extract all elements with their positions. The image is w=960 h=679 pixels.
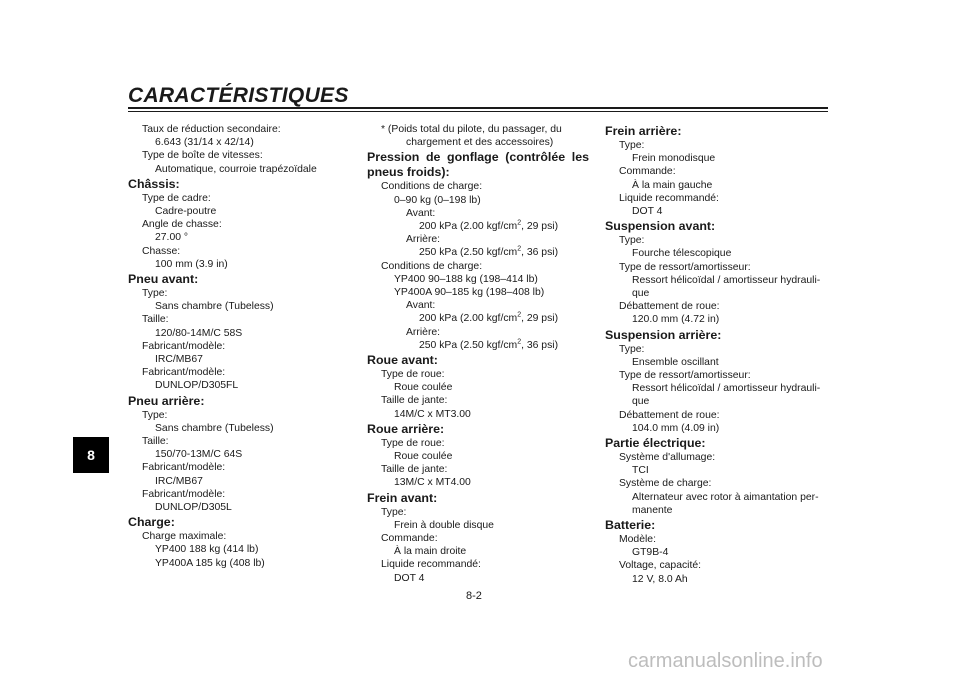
spec-line: IRC/MB67	[155, 354, 203, 366]
spec-line: Type:	[142, 409, 168, 421]
spec-line: 150/70-13M/C 64S	[155, 449, 243, 461]
section-heading: Pneu arrière:	[128, 393, 205, 408]
spec-line: Frein monodisque	[632, 153, 716, 165]
spec-line: Alternateur avec rotor à aimantation per-	[632, 491, 819, 503]
spec-line: 250 kPa (2.50 kgf/$cm^2$, 36 psi)	[419, 245, 559, 259]
spec-line: Débattement de roue:	[619, 301, 720, 313]
spec-line: Cadre-poutre	[155, 206, 217, 218]
spec-line: Taille:	[142, 436, 169, 448]
spec-line: À la main droite	[394, 546, 467, 558]
spec-line: Fabricant/modèle:	[142, 367, 226, 379]
spec-line: Type de ressort/amortisseur:	[619, 370, 751, 382]
spec-line: Type:	[619, 235, 645, 247]
section-heading: Roue arrière:	[367, 421, 445, 436]
spec-line: Type:	[619, 140, 645, 151]
spec-line: Taille de jante:	[381, 395, 448, 407]
spec-line: Modèle:	[619, 534, 656, 546]
spec-line: Sans chambre (Tubeless)	[155, 422, 274, 434]
spec-line: YP400A 185 kg (408 lb)	[155, 557, 265, 569]
spec-line: Ressort hélicoïdal / amortisseur hydrauli-	[632, 274, 821, 286]
spec-line: Conditions de charge:	[381, 260, 483, 272]
section-heading: Pneu avant:	[128, 272, 199, 287]
spec-line: Chasse:	[142, 245, 181, 257]
spec-line: Liquide recommandé:	[381, 559, 481, 571]
spec-line: Angle de chasse:	[142, 219, 222, 231]
spec-line: Taille de jante:	[381, 464, 448, 476]
spec-line: Ensemble oscillant	[632, 356, 719, 368]
spec-line: Liquide recommandé:	[619, 192, 719, 204]
spec-line: Fabricant/modèle:	[142, 462, 226, 474]
spec-column-left	[128, 123, 343, 570]
spec-line: Arrière:	[406, 234, 441, 246]
spec-line: DOT 4	[632, 206, 663, 218]
section-heading: Suspension arrière:	[605, 327, 722, 342]
section-heading: Frein avant:	[367, 490, 438, 505]
spec-line: Commande:	[381, 533, 438, 545]
section-heading: Châssis:	[128, 176, 180, 191]
page-number: 8-2	[466, 590, 482, 602]
spec-line: Type:	[619, 343, 645, 355]
spec-line: que	[632, 396, 650, 408]
spec-line: 250 kPa (2.50 kgf/$cm^2$, 36 psi)	[419, 338, 559, 351]
spec-line: YP400 90–188 kg (198–414 lb)	[394, 273, 538, 285]
spec-line: Arrière:	[406, 326, 441, 338]
spec-line: 120.0 mm (4.72 in)	[632, 314, 720, 326]
spec-line: Type de boîte de vitesses:	[142, 150, 263, 162]
spec-line: Type de roue:	[381, 437, 445, 449]
spec-line: Système d'allumage:	[619, 452, 716, 464]
spec-line: Fabricant/modèle:	[142, 488, 226, 500]
spec-line: YP400A 90–185 kg (198–408 lb)	[394, 287, 545, 299]
spec-line: 12 V, 8.0 Ah	[632, 573, 688, 585]
spec-line: DOT 4	[394, 572, 425, 584]
spec-line: Type de cadre:	[142, 192, 211, 204]
spec-line: Type de roue:	[381, 369, 445, 381]
title-rule	[128, 107, 828, 109]
spec-line: Fourche télescopique	[632, 248, 732, 260]
spec-line: Avant:	[406, 300, 436, 312]
spec-line: Voltage, capacité:	[619, 560, 702, 572]
section-heading: Suspension avant:	[605, 219, 716, 234]
spec-line: 120/80-14M/C 58S	[155, 327, 243, 339]
section-heading: Frein arrière:	[605, 124, 682, 138]
spec-line: Automatique, courroie trapézoïdale	[155, 163, 317, 175]
spec-line: DUNLOP/D305L	[155, 502, 232, 514]
section-heading: Roue avant:	[367, 353, 438, 368]
section-heading: Batterie:	[605, 518, 656, 533]
spec-line: YP400 188 kg (414 lb)	[155, 544, 259, 556]
spec-line: GT9B-4	[632, 547, 669, 559]
spec-line: IRC/MB67	[155, 475, 203, 487]
spec-line: Système de charge:	[619, 478, 712, 490]
spec-line: 27.00 °	[155, 232, 189, 244]
spec-line: Roue coulée	[394, 451, 453, 463]
spec-line: 14M/C x MT3.00	[394, 408, 471, 420]
spec-line: Taux de réduction secondaire:	[142, 124, 281, 135]
spec-line: 100 mm (3.9 in)	[155, 258, 228, 270]
spec-line: Fabricant/modèle:	[142, 340, 226, 352]
spec-line: Charge maximale:	[142, 531, 227, 543]
page-title: CARACTÉRISTIQUES	[128, 84, 349, 107]
spec-line: 0–90 kg (0–198 lb)	[394, 194, 481, 206]
spec-line: Type:	[142, 288, 168, 300]
spec-line: Roue coulée	[394, 382, 453, 394]
section-heading: Pression de gonflage (contrôlée les pneus froids):	[367, 150, 589, 180]
spec-line: Commande:	[619, 166, 676, 178]
spec-line: 104.0 mm (4.09 in)	[632, 422, 720, 434]
section-heading: Partie électrique:	[605, 436, 706, 451]
spec-line: chargement et des accessoires)	[406, 137, 554, 149]
spec-line: Type de ressort/amortisseur:	[619, 261, 751, 273]
spec-line: Avant:	[406, 207, 436, 219]
spec-line: TCI	[632, 465, 649, 477]
spec-line: 6.643 (31/14 x 42/14)	[155, 137, 254, 149]
spec-line: Frein à double disque	[394, 519, 494, 531]
spec-line: Taille:	[142, 314, 169, 326]
spec-line: Débattement de roue:	[619, 409, 720, 421]
spec-column-middle	[367, 123, 589, 585]
spec-line: manente	[632, 504, 673, 516]
spec-line: que	[632, 288, 650, 300]
spec-line: Ressort hélicoïdal / amortisseur hydrauli-	[632, 383, 821, 395]
spec-line: Type:	[381, 506, 407, 518]
title-rule-thin	[128, 111, 828, 112]
section-heading: Charge:	[128, 515, 175, 530]
chapter-tab: 8	[73, 437, 109, 473]
spec-line: 200 kPa (2.00 kgf/$cm^2$, 29 psi)	[419, 311, 559, 325]
spec-column-right	[605, 123, 827, 586]
spec-line: Conditions de charge:	[381, 181, 483, 193]
spec-line: 13M/C x MT4.00	[394, 477, 471, 489]
spec-line: * (Poids total du pilote, du passager, du	[381, 124, 562, 135]
spec-line: 200 kPa (2.00 kgf/$cm^2$, 29 psi)	[419, 219, 559, 233]
watermark: carmanualsonline.info	[628, 650, 823, 672]
spec-line: À la main gauche	[632, 179, 713, 191]
spec-line: DUNLOP/D305FL	[155, 380, 239, 392]
spec-line: Sans chambre (Tubeless)	[155, 301, 274, 313]
